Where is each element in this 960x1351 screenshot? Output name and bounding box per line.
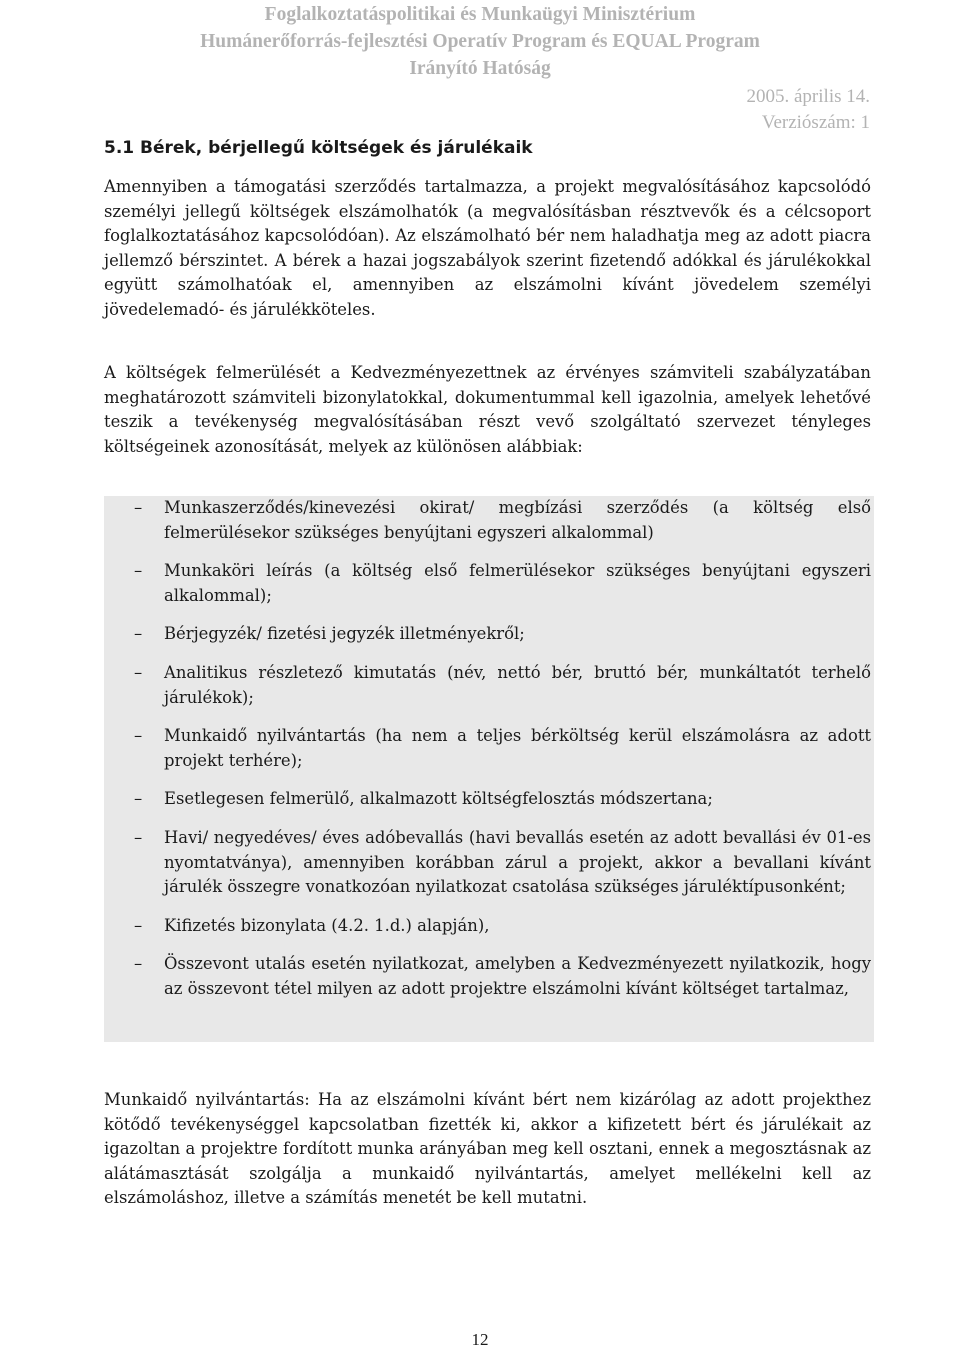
list-marker: – — [134, 561, 143, 581]
list-item: – Kifizetés bizonylata (4.2. 1.d.) alapján), — [104, 914, 871, 939]
header-program: Humánerőforrás-fejlesztési Operatív Program és EQUAL Program — [200, 31, 760, 52]
list-marker: – — [134, 915, 143, 935]
list-marker: – — [134, 954, 143, 974]
evidence-list — [104, 496, 871, 1002]
closing-paragraph: Munkaidő nyilvántartás: Ha az elszámolni kívánt bért nem kizárólag az adott projekthez kötődő tevékenységgel kapcsolatban fizették ki, akkor a kifizetett bért és járulékait az igazoltan a projektre fordított munka arányában meg kell osztani, ennek a megosztásnak az alátámasztását szolgálja a munkaidő nyilvántartás, amelyet mellékelni kell az elszámoláshoz, illetve a számítás menetét be kell mutatni. — [104, 1090, 871, 1208]
section-title: 5.1 Bérek, bérjellegű költségek és járulékaik — [104, 138, 533, 158]
intro-paragraph: Amennyiben a támogatási szerződés tartalmazza, a projekt megvalósításához kapcsolódó személyi jellegű költségek elszámolhatók (a megvalósításban résztvevők és a célcsoport foglalkoztatásához kapcsolódóan). Az elszámolható bér nem haladhatja meg az adott piacra jellemző bérszintet. A bérek a hazai jogszabályok szerint fizetendő adókkal és járulékokkal együtt számolhatóak el, amennyiben az elszámolni kívánt jövedelem személyi jövedelemadó- és járulékköteles. — [104, 177, 871, 319]
list-item: – Munkaköri leírás (a költség első felmerülésekor szükséges benyújtani egyszeri alkalommal); — [134, 561, 871, 605]
header-date: 2005. április 14. — [746, 86, 870, 107]
list-item: – Összevont utalás esetén nyilatkozat, amelyben a Kedvezményezett nyilatkozik, hogy az összevont tétel milyen az adott projektre elszámolni kívánt költséget tartalmaz, — [134, 954, 871, 998]
header-authority: Irányító Hatóság — [409, 58, 551, 79]
list-item: – Munkaidő nyilvántartás (ha nem a teljes bérköltség kerül elszámolásra az adott projekt terhére); — [134, 726, 871, 770]
list-marker: – — [134, 789, 143, 809]
page-number: 12 — [471, 1330, 489, 1349]
header-ministry: Foglalkoztatáspolitikai és Munkaügyi Minisztérium — [264, 4, 696, 25]
list-marker: – — [134, 498, 143, 517]
list-item: – Bérjegyzék/ fizetési jegyzék illetményekről; — [104, 622, 871, 647]
list-item: – Havi/ negyedéves/ éves adóbevallás (havi bevallás esetén az adott bevallási év 01-es nyomtatványa), amennyiben korábban zárul a projekt, akkor a bevallani kívánt járulék összegre vonatkozóan nyilatkozat csatolása szükséges járuléktípusonként; — [134, 827, 871, 897]
evidence-paragraph: A költségek felmerülését a Kedvezményezettnek az érvényes számviteli szabályzatában meghatározott számviteli bizonylatokkal, dokumentummal kell igazolnia, amelyek lehetővé teszik a tevékenység megvalósításában részt vevő szolgáltató szervezet tényleges költségeinek azonosítását, melyek az különösen alábbiak: — [104, 363, 871, 456]
list-marker: – — [134, 662, 143, 682]
header-version: Verziószám: 1 — [761, 112, 870, 133]
list-item: – Esetlegesen felmerülő, alkalmazott költségfelosztás módszertana; — [104, 787, 871, 812]
list-item: – Analitikus részletező kimutatás (név, nettó bér, bruttó bér, munkáltatót terhelő járulékok); — [134, 662, 871, 707]
list-marker: – — [134, 726, 143, 746]
list-marker: – — [134, 624, 143, 644]
list-item: – Munkaszerződés/kinevezési okirat/ megbízási szerződés (a költség első felmerülésekor szükséges benyújtani egyszeri alkalommal) — [134, 498, 871, 542]
list-marker: – — [134, 827, 143, 847]
